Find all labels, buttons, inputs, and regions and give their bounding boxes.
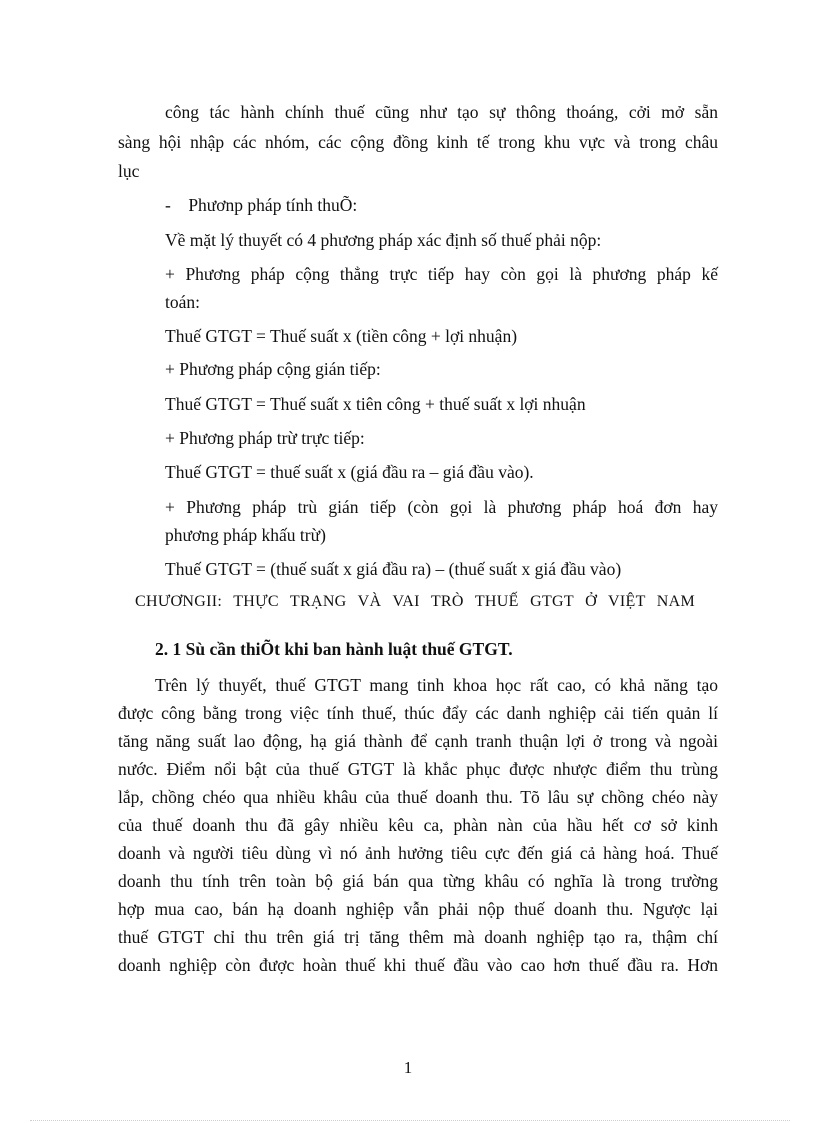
- formula-line: Thuế GTGT = thuế suất x (giá đầu ra – giá đầu vào).: [165, 462, 534, 482]
- paragraph-line: tăng năng suất lao động, hạ giá thành để cạnh tranh thuận lợi ở trong và ngoài: [118, 731, 718, 751]
- page-edge-divider: [30, 1120, 790, 1121]
- paragraph-line: + Phương pháp cộng thẳng trực tiếp hay còn gọi là phương pháp kế: [165, 264, 718, 284]
- paragraph-line: + Phương pháp cộng gián tiếp:: [165, 359, 381, 379]
- paragraph-line: phương pháp khấu trừ): [165, 525, 326, 545]
- paragraph-line: + Phương pháp trừ trực tiếp:: [165, 428, 365, 448]
- chapter-title: CHƯƠNGII: THỰC TRẠNG VÀ VAI TRÒ THUẾ GTGT Ở VIỆT NAM: [135, 593, 695, 610]
- page-number: 1: [403, 1058, 413, 1077]
- paragraph-line: Về mặt lý thuyết có 4 phương pháp xác định số thuế phải nộp:: [165, 230, 602, 250]
- paragraph-line: + Phương pháp trù gián tiếp (còn gọi là phương pháp hoá đơn hay: [165, 497, 718, 517]
- paragraph-line: lắp, chồng chéo qua nhiều khâu của thuế doanh thu. Tõ lâu sự chồng chéo này: [118, 787, 718, 807]
- paragraph-line: công tác hành chính thuế cũng như tạo sự thông thoáng, cởi mở sẵn: [165, 102, 718, 122]
- section-heading: 2. 1 Sù cần thiÕt khi ban hành luật thuế GTGT.: [155, 639, 513, 659]
- paragraph-line: doanh thu tính trên toàn bộ giá bán qua từng khâu có nghĩa là trong trường: [118, 871, 718, 891]
- formula-line: Thuế GTGT = Thuế suất x tiên công + thuế suất x lợi nhuận: [165, 394, 586, 414]
- formula-line: Thuế GTGT = (thuế suất x giá đầu ra) – (thuế suất x giá đầu vào): [165, 559, 622, 579]
- paragraph-line: sàng hội nhập các nhóm, các cộng đồng kinh tế trong khu vực và trong châu: [118, 132, 718, 152]
- paragraph-line: doanh và người tiêu dùng vì nó ảnh hưởng tiêu cực đến giá cả hàng hoá. Thuế: [118, 843, 718, 863]
- paragraph-line: doanh nghiệp còn được hoàn thuế khi thuế đầu vào cao hơn thuế đầu ra. Hơn: [118, 955, 718, 975]
- paragraph-line: hợp mua cao, bán hạ doanh nghiệp vẫn phải nộp thuế doanh thu. Ngược lại: [118, 899, 718, 919]
- paragraph-line: nước. Điểm nổi bật của thuế GTGT là khắc phục được nhược điểm thu trùng: [118, 759, 718, 779]
- paragraph-line: thuế GTGT chỉ thu trên giá trị tăng thêm mà doanh nghiệp tạo ra, thậm chí: [118, 927, 718, 947]
- paragraph-line: được công bằng trong việc tính thuế, thúc đẩy các danh nghiệp cải tiến quản lí: [118, 703, 718, 723]
- paragraph-line: của thuế doanh thu đã gây nhiều kêu ca, phàn nàn của hầu hết cơ sở kinh: [118, 815, 718, 835]
- list-item: - Phươnp pháp tính thuÕ:: [165, 195, 358, 215]
- paragraph-line: Trên lý thuyết, thuế GTGT mang tinh khoa học rất cao, có khả năng tạo: [155, 675, 718, 695]
- paragraph-line: toán:: [165, 292, 200, 312]
- formula-line: Thuế GTGT = Thuế suất x (tiền công + lợi nhuận): [165, 326, 518, 346]
- paragraph-line: lục: [118, 161, 140, 181]
